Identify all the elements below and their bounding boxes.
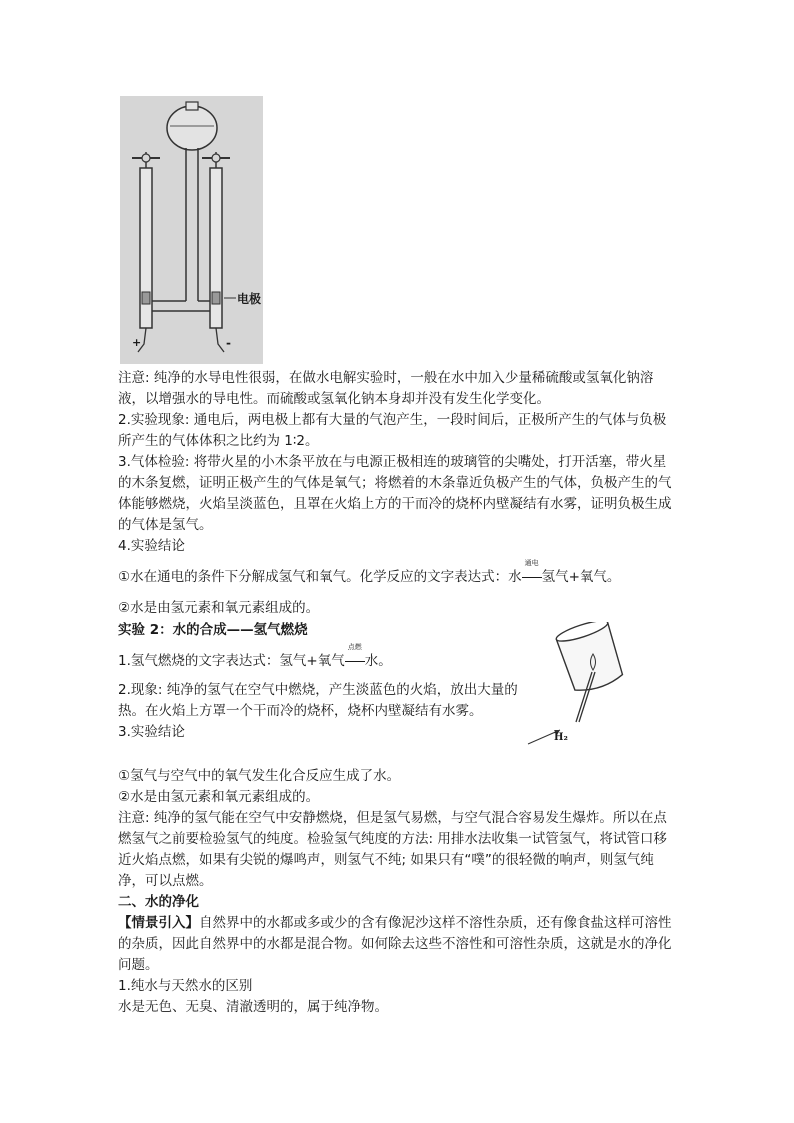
hydrogen-combustion-figure xyxy=(520,622,640,750)
reaction-condition: 通电 xyxy=(524,559,539,567)
hydrogen-label: H₂ xyxy=(554,732,568,743)
scenario-intro xyxy=(118,913,678,976)
experiment-2-conclusion-1: ①氢气与空气中的氧气发生化合反应生成了水。 xyxy=(118,768,401,784)
equation-product: 水。 xyxy=(364,653,392,669)
note-paragraph: 注意: 纯净的水导电性很弱，在做水电解实验时，一般在水中加入少量稀硫酸或氢氧化钠溶液，以增强水的导电性。而硫酸或氢氧化钠本身却并没有发生化学变化。 xyxy=(118,370,654,407)
hydrogen-safety-note: 注意: 纯净的氢气能在空气中安静燃烧，但是氢气易燃，与空气混合容易发生爆炸。所以在点燃氢气之前要检验氢气的纯度。检验氢气纯度的方法: 用排水法收集一试管氢气，将试管口移近火焰点燃，如果有尖锐的爆鸣声，则氢气不纯; 如果只有“噗”的很轻微的响声，则氢气纯净，可以点燃。 xyxy=(118,810,667,889)
combustion-phenomenon: 2.现象: 纯净的氢气在空气中燃烧，产生淡蓝色的火焰，放出大量的热。在火焰上方罩一个干而冷的烧杯，烧杯内壁凝结有水雾。 xyxy=(118,682,518,719)
combustion-equation xyxy=(118,643,518,672)
hydrogen-combustion-drawing xyxy=(520,622,640,750)
experiment-2-conclusion-heading: 3.实验结论 xyxy=(118,724,185,740)
conclusion-item-2: ②水是由氢元素和氧元素组成的。 xyxy=(118,600,320,616)
negative-terminal-label: - xyxy=(226,336,231,350)
equation-reactants: 1.氢气燃烧的文字表达式：氢气+氧气 xyxy=(118,653,345,669)
section-2-heading: 二、水的净化 xyxy=(118,894,199,910)
experiment-2-conclusion-2: ②水是由氢元素和氧元素组成的。 xyxy=(118,789,320,805)
conclusion-1-products: 氢气+氧气。 xyxy=(541,569,621,585)
experiment-2-block xyxy=(118,620,518,743)
experiment-2-heading: 实验 2：水的合成——氢气燃烧 xyxy=(118,622,308,638)
electrolysis-apparatus-figure xyxy=(120,96,263,364)
conclusion-heading: 4.实验结论 xyxy=(118,538,185,554)
hydrogen-notes-block xyxy=(118,766,678,1018)
gas-test-paragraph: 3.气体检验: 将带火星的小木条平放在与电源正极相连的玻璃管的尖嘴处，打开活塞，带火星的木条复燃，证明正极产生的气体是氧气；将燃着的木条靠近负极产生的气体，负极产生的气体能够燃烧，火焰呈淡蓝色，且罩在火焰上方的干而冷的烧杯内壁凝结有水雾，证明负极生成的气体是氢气。 xyxy=(118,454,672,533)
reaction-arrow xyxy=(522,559,542,588)
scenario-tag: 【情景引入】 xyxy=(118,915,199,931)
conclusion-item-1 xyxy=(118,559,678,588)
positive-terminal-label: + xyxy=(132,336,142,349)
phenomenon-paragraph: 2.实验现象: 通电后，两电极上都有大量的气泡产生，一段时间后，正极所产生的气体与负极所产生的气体体积之比约为 1∶2。 xyxy=(118,412,667,449)
conclusion-1-text: ①水在通电的条件下分解成氢气和氧气。化学反应的文字表达式：水 xyxy=(118,569,522,585)
electrode-label: 电极 xyxy=(237,292,262,306)
scenario-text: 自然界中的水都或多或少的含有像泥沙这样不溶性杂质，还有像食盐这样可溶性的杂质，因此自然界中的水都是混合物。如何除去这些不溶性和可溶性杂质，这就是水的净化问题。 xyxy=(118,915,672,973)
electrolysis-apparatus-drawing xyxy=(120,96,263,364)
electrolysis-text-block xyxy=(118,368,678,619)
pure-water-line: 水是无色、无臭、清澈透明的，属于纯净物。 xyxy=(118,999,388,1015)
subsection-1-heading: 1.纯水与天然水的区别 xyxy=(118,978,253,994)
combustion-condition: 点燃 xyxy=(347,643,362,651)
combustion-arrow xyxy=(345,643,365,672)
